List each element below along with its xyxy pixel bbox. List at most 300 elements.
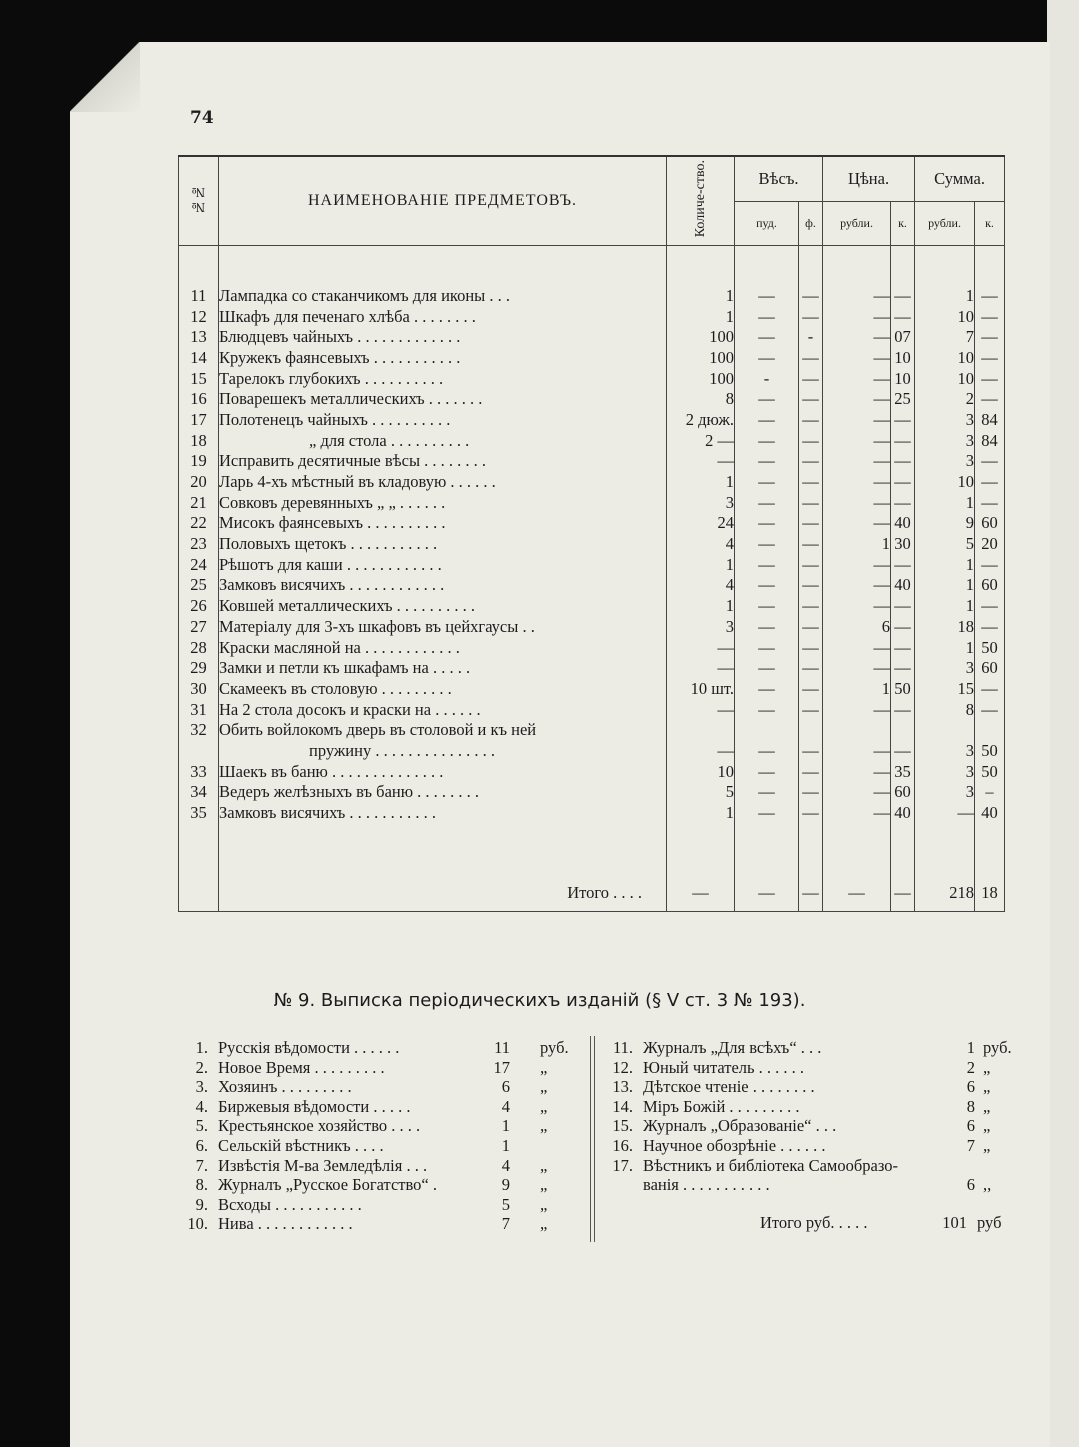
cell-f: — — [799, 699, 823, 720]
cell-pk: — — [891, 637, 915, 658]
item-unit: руб. — [540, 1038, 569, 1057]
cell-name: Скамеекъ въ столовую . . . . . . . . . — [219, 679, 667, 700]
cell-n: 18 — [179, 430, 219, 451]
cell-sr: 10 — [915, 348, 975, 369]
cell-sk: — — [975, 286, 1005, 307]
cell-pr: 1 — [823, 679, 891, 700]
cell-n: 26 — [179, 596, 219, 617]
cell-pr: — — [823, 761, 891, 782]
cell-name: Рѣшотъ для каши . . . . . . . . . . . . — [219, 554, 667, 575]
cell-sk: 84 — [975, 430, 1005, 451]
cell-n: 27 — [179, 617, 219, 638]
item-name: Сельскій вѣстникъ . . . . — [218, 1135, 384, 1155]
cell-pud: — — [735, 575, 799, 596]
header-pud: пуд. — [735, 202, 799, 246]
list-item — [605, 1116, 1005, 1136]
list-item — [180, 1038, 580, 1058]
table-row — [179, 410, 1005, 431]
table-row — [179, 306, 1005, 327]
item-price: 17 — [493, 1057, 510, 1077]
cell-n: 28 — [179, 637, 219, 658]
cell-qty: 1 — [667, 286, 735, 307]
cell-pr: — — [823, 368, 891, 389]
cell-pk: 40 — [891, 803, 915, 824]
cell-f: — — [799, 451, 823, 472]
cell-sk: — — [975, 596, 1005, 617]
cell-f: — — [799, 554, 823, 575]
cell-n: 17 — [179, 410, 219, 431]
cell-name: На 2 стола досокъ и краски на . . . . . . — [219, 699, 667, 720]
cell-f: — — [799, 368, 823, 389]
item-price: 8 — [966, 1096, 975, 1116]
item-name: ванія . . . . . . . . . . . — [643, 1175, 770, 1195]
cell-pk — [891, 720, 915, 741]
cell-name: Половыхъ щетокъ . . . . . . . . . . . — [219, 534, 667, 555]
cell-sk: — — [975, 348, 1005, 369]
cell-sk: — — [975, 451, 1005, 472]
cell-name: Кружекъ фаянсевыхъ . . . . . . . . . . . — [219, 348, 667, 369]
cell-qty: 1 — [667, 803, 735, 824]
cell-pr: — — [823, 286, 891, 307]
cell-name: пружину . . . . . . . . . . . . . . . — [219, 741, 667, 762]
cell-pud: — — [735, 596, 799, 617]
item-name: Научное обозрѣніе . . . . . . — [643, 1135, 826, 1155]
item-price: 1 — [501, 1116, 510, 1136]
cell-sk: — — [975, 617, 1005, 638]
cell-sk: 50 — [975, 761, 1005, 782]
cell-qty: 5 — [667, 782, 735, 803]
cell-sr: 15 — [915, 679, 975, 700]
cell-n: 29 — [179, 658, 219, 679]
header-sum: Сумма. — [915, 156, 1005, 202]
table-row — [179, 286, 1005, 307]
table-row — [179, 761, 1005, 782]
cell-qty: 4 — [667, 534, 735, 555]
cell-name: Матеріалу для 3-хъ шкафовъ въ цейхгаусы . . — [219, 617, 667, 638]
list-item — [180, 1136, 580, 1156]
cell-sr: 3 — [915, 782, 975, 803]
header-weight: Вѣсъ. — [735, 156, 823, 202]
cell-sr — [915, 720, 975, 741]
cell-pr: — — [823, 327, 891, 348]
list-item — [180, 1175, 580, 1195]
cell-pud: — — [735, 679, 799, 700]
cell-pr: 1 — [823, 534, 891, 555]
total-f: — — [799, 875, 823, 912]
cell-name: Обить войлокомъ дверь въ столовой и къ ней — [219, 720, 667, 741]
cell-sk: — — [975, 554, 1005, 575]
item-price: 1 — [966, 1038, 975, 1057]
cell-sr: 1 — [915, 554, 975, 575]
column-divider — [590, 1036, 595, 1242]
cell-sr: 3 — [915, 430, 975, 451]
item-price: 7 — [966, 1135, 975, 1155]
cell-name: Шкафъ для печенаго хлѣба . . . . . . . . — [219, 306, 667, 327]
list-item — [605, 1175, 1005, 1195]
cell-qty: — — [667, 741, 735, 762]
table-row — [179, 327, 1005, 348]
cell-sk — [975, 720, 1005, 741]
item-name: Русскія вѣдомости . . . . . . — [218, 1038, 400, 1057]
item-price: 6 — [966, 1077, 975, 1097]
list-item — [180, 1156, 580, 1176]
cell-n: 14 — [179, 348, 219, 369]
cell-sr: 1 — [915, 596, 975, 617]
cell-sk: 84 — [975, 410, 1005, 431]
cell-sr: 3 — [915, 761, 975, 782]
cell-n: 23 — [179, 534, 219, 555]
periodicals-list-right — [605, 1038, 1012, 1232]
list-item — [605, 1156, 1005, 1176]
cell-sr: 10 — [915, 306, 975, 327]
cell-qty: 24 — [667, 513, 735, 534]
cell-pk: — — [891, 492, 915, 513]
cell-sr: 1 — [915, 492, 975, 513]
header-name: НАИМЕНОВАНІЕ ПРЕДМЕТОВЪ. — [219, 156, 667, 246]
header-sum-rub: рубли. — [915, 202, 975, 246]
table-row — [179, 679, 1005, 700]
cell-f: — — [799, 389, 823, 410]
list-item — [605, 1058, 1005, 1078]
cell-pk: — — [891, 699, 915, 720]
total-value: 101 — [942, 1212, 967, 1232]
item-number: 11. — [612, 1038, 633, 1057]
table-row — [179, 617, 1005, 638]
item-number: 2. — [195, 1057, 208, 1077]
cell-f: — — [799, 472, 823, 493]
cell-pud: — — [735, 534, 799, 555]
cell-qty: 3 — [667, 492, 735, 513]
cell-pk: 60 — [891, 782, 915, 803]
cell-qty: 2 дюж. — [667, 410, 735, 431]
cell-qty: 8 — [667, 389, 735, 410]
cell-n: 31 — [179, 699, 219, 720]
cell-qty: 1 — [667, 472, 735, 493]
item-name: Извѣстія М-ва Земледѣлія . . . — [218, 1155, 428, 1175]
item-unit: „ — [540, 1057, 548, 1077]
table-row — [179, 720, 1005, 741]
table-row — [179, 554, 1005, 575]
cell-pk: 25 — [891, 389, 915, 410]
cell-name: Шаекъ въ баню . . . . . . . . . . . . . . — [219, 761, 667, 782]
cell-pr: — — [823, 741, 891, 762]
cell-pud: — — [735, 637, 799, 658]
cell-pr: — — [823, 513, 891, 534]
list-item — [180, 1077, 580, 1097]
cell-f: — — [799, 306, 823, 327]
list-item — [605, 1038, 1012, 1058]
cell-sk: 40 — [975, 803, 1005, 824]
cell-f: — — [799, 286, 823, 307]
cell-pr — [823, 720, 891, 741]
cell-pk: — — [891, 617, 915, 638]
item-name: Юный читатель . . . . . . — [643, 1057, 805, 1077]
cell-name: Ведеръ желѣзныхъ въ баню . . . . . . . . — [219, 782, 667, 803]
cell-sr: 5 — [915, 534, 975, 555]
cell-sr: 3 — [915, 658, 975, 679]
header-quantity: Количе-ство. — [667, 156, 735, 246]
item-unit: „ — [983, 1096, 991, 1116]
cell-sk: 60 — [975, 513, 1005, 534]
cell-pr: — — [823, 430, 891, 451]
cell-sr: 3 — [915, 451, 975, 472]
cell-pr: — — [823, 472, 891, 493]
cell-pk: 10 — [891, 348, 915, 369]
total-pr: — — [823, 875, 891, 912]
table-row — [179, 534, 1005, 555]
cell-pud: — — [735, 492, 799, 513]
header-price: Цѣна. — [823, 156, 915, 202]
table-row — [179, 741, 1005, 762]
cell-pk: 40 — [891, 513, 915, 534]
item-number: 10. — [187, 1214, 208, 1234]
cell-f: — — [799, 348, 823, 369]
cell-sk: – — [975, 782, 1005, 803]
list-item — [605, 1097, 1005, 1117]
cell-pk: — — [891, 658, 915, 679]
cell-f: — — [799, 596, 823, 617]
cell-sk: — — [975, 492, 1005, 513]
cell-pk: 10 — [891, 368, 915, 389]
item-number: 5. — [195, 1116, 208, 1136]
cell-name: Блюдцевъ чайныхъ . . . . . . . . . . . . . — [219, 327, 667, 348]
cell-pud: — — [735, 803, 799, 824]
periodicals-list-left — [180, 1038, 580, 1234]
cell-n: 34 — [179, 782, 219, 803]
total-blank — [179, 875, 219, 912]
item-price: 11 — [494, 1038, 510, 1057]
cell-sr: 2 — [915, 389, 975, 410]
cell-name: Замковъ висячихъ . . . . . . . . . . . . — [219, 575, 667, 596]
cell-qty: 100 — [667, 327, 735, 348]
item-number: 7. — [195, 1155, 208, 1175]
table-row — [179, 699, 1005, 720]
cell-f: — — [799, 637, 823, 658]
list-item — [180, 1195, 580, 1215]
cell-name: Ковшей металлическихъ . . . . . . . . . . — [219, 596, 667, 617]
cell-sr: 10 — [915, 368, 975, 389]
total-qty: — — [667, 875, 735, 912]
cell-pr: — — [823, 451, 891, 472]
item-unit: „ — [540, 1214, 548, 1234]
cell-qty: 4 — [667, 575, 735, 596]
cell-pud: — — [735, 348, 799, 369]
table-row — [179, 658, 1005, 679]
total-unit: руб — [977, 1212, 1002, 1232]
table-row — [179, 368, 1005, 389]
item-name: Дѣтское чтеніе . . . . . . . . — [643, 1077, 815, 1097]
cell-name: Совковъ деревянныхъ „ „ . . . . . . — [219, 492, 667, 513]
total-sr: 218 — [915, 875, 975, 912]
item-name: Міръ Божій . . . . . . . . . — [643, 1096, 800, 1116]
item-number: 9. — [195, 1194, 208, 1214]
cell-pr: — — [823, 554, 891, 575]
cell-f: — — [799, 534, 823, 555]
cell-pr: — — [823, 348, 891, 369]
next-page-edge — [1047, 0, 1079, 1447]
cell-pud: — — [735, 782, 799, 803]
cell-f: — — [799, 617, 823, 638]
cell-qty: — — [667, 451, 735, 472]
cell-name: Тарелокъ глубокихъ . . . . . . . . . . — [219, 368, 667, 389]
cell-f: — — [799, 410, 823, 431]
cell-name: „ для стола . . . . . . . . . . — [219, 430, 667, 451]
item-name: Новое Время . . . . . . . . . — [218, 1057, 385, 1077]
cell-sk: — — [975, 389, 1005, 410]
table-row — [179, 389, 1005, 410]
item-number: 12. — [612, 1057, 633, 1077]
header-funt: ф. — [799, 202, 823, 246]
item-price: 5 — [501, 1194, 510, 1214]
cell-sr: 7 — [915, 327, 975, 348]
item-number: 16. — [612, 1135, 633, 1155]
item-price: 4 — [501, 1096, 510, 1116]
table-row — [179, 348, 1005, 369]
cell-n: 13 — [179, 327, 219, 348]
cell-pr: 6 — [823, 617, 891, 638]
item-unit: „ — [983, 1116, 991, 1136]
cell-pud: — — [735, 451, 799, 472]
cell-pud — [735, 720, 799, 741]
table-row — [179, 596, 1005, 617]
item-unit: „ — [540, 1155, 548, 1175]
table-row — [179, 472, 1005, 493]
header-sum-kop: к. — [975, 202, 1005, 246]
cell-sr: — — [915, 803, 975, 824]
item-name: Журналъ „Образованіе“ . . . — [643, 1116, 837, 1136]
cell-qty: 100 — [667, 368, 735, 389]
cell-n: 11 — [179, 286, 219, 307]
cell-f: — — [799, 782, 823, 803]
cell-f: — — [799, 741, 823, 762]
section-title: № 9. Выписка періодическихъ изданій (§ V ст. 3 № 193). — [273, 990, 806, 1011]
list-total — [605, 1213, 1005, 1233]
cell-n: 25 — [179, 575, 219, 596]
cell-pk: 40 — [891, 575, 915, 596]
cell-pud: - — [735, 368, 799, 389]
cell-sr: 18 — [915, 617, 975, 638]
item-unit: ,, — [983, 1175, 992, 1195]
item-unit: „ — [983, 1135, 991, 1155]
cell-n: 30 — [179, 679, 219, 700]
cell-f — [799, 720, 823, 741]
item-number: 14. — [612, 1096, 633, 1116]
cell-n: 33 — [179, 761, 219, 782]
item-number: 8. — [195, 1175, 208, 1195]
list-item — [605, 1136, 1005, 1156]
cell-qty: 10 шт. — [667, 679, 735, 700]
table-row — [179, 513, 1005, 534]
cell-qty: — — [667, 699, 735, 720]
cell-pk: — — [891, 554, 915, 575]
item-number: 1. — [195, 1038, 208, 1057]
item-unit: „ — [983, 1077, 991, 1097]
cell-n: 19 — [179, 451, 219, 472]
cell-pr: — — [823, 803, 891, 824]
cell-pk: 07 — [891, 327, 915, 348]
item-price: 7 — [501, 1214, 510, 1234]
list-item — [180, 1058, 580, 1078]
cell-f: - — [799, 327, 823, 348]
item-number: 13. — [612, 1077, 633, 1097]
cell-pk: — — [891, 596, 915, 617]
cell-name: Краски масляной на . . . . . . . . . . . . — [219, 637, 667, 658]
cell-sr: 3 — [915, 741, 975, 762]
list-item — [605, 1077, 1005, 1097]
cell-sk: — — [975, 699, 1005, 720]
cell-pud: — — [735, 699, 799, 720]
cell-name: Поварешекъ металлическихъ . . . . . . . — [219, 389, 667, 410]
table-row — [179, 451, 1005, 472]
cell-n: 20 — [179, 472, 219, 493]
item-unit: руб. — [983, 1038, 1012, 1057]
cell-name: Ларь 4-хъ мѣстный въ кладовую . . . . . . — [219, 472, 667, 493]
cell-pud: — — [735, 658, 799, 679]
item-price: 6 — [966, 1116, 975, 1136]
item-unit: „ — [540, 1194, 548, 1214]
cell-f: — — [799, 803, 823, 824]
cell-sr: 3 — [915, 410, 975, 431]
cell-pud: — — [735, 513, 799, 534]
item-price: 9 — [501, 1175, 510, 1195]
cell-sr: 9 — [915, 513, 975, 534]
cell-qty: 1 — [667, 596, 735, 617]
cell-sk: — — [975, 472, 1005, 493]
cell-pud: — — [735, 741, 799, 762]
cell-qty: 100 — [667, 348, 735, 369]
item-name: Биржевыя вѣдомости . . . . . — [218, 1096, 411, 1116]
table-row — [179, 782, 1005, 803]
cell-pk: — — [891, 430, 915, 451]
cell-n: 24 — [179, 554, 219, 575]
cell-pud: — — [735, 306, 799, 327]
cell-name: Мисокъ фаянсевыхъ . . . . . . . . . . — [219, 513, 667, 534]
cell-sr: 8 — [915, 699, 975, 720]
table-row — [179, 575, 1005, 596]
item-unit: „ — [540, 1175, 548, 1195]
item-unit: „ — [540, 1077, 548, 1097]
cell-qty: — — [667, 637, 735, 658]
cell-pr: — — [823, 596, 891, 617]
item-price: 2 — [966, 1057, 975, 1077]
cell-sr: 1 — [915, 637, 975, 658]
total-label: Итого . . . . — [219, 875, 667, 912]
cell-pk: — — [891, 286, 915, 307]
cell-pk: — — [891, 472, 915, 493]
cell-n: 15 — [179, 368, 219, 389]
table-spacer — [179, 246, 1005, 286]
total-pk: — — [891, 875, 915, 912]
cell-pr: — — [823, 492, 891, 513]
item-number: 6. — [195, 1135, 208, 1155]
cell-sk: — — [975, 327, 1005, 348]
header-number: №№ — [179, 156, 219, 246]
cell-pud: — — [735, 286, 799, 307]
cell-pud: — — [735, 430, 799, 451]
item-name: Нива . . . . . . . . . . . . — [218, 1214, 353, 1234]
item-unit: „ — [540, 1116, 548, 1136]
item-name: Вѣстникъ и библіотека Самообразо- — [643, 1155, 899, 1175]
cell-pk: — — [891, 410, 915, 431]
cell-f: — — [799, 492, 823, 513]
item-number: 17. — [612, 1155, 633, 1175]
cell-pud: — — [735, 761, 799, 782]
cell-sk: — — [975, 679, 1005, 700]
cell-pk: — — [891, 451, 915, 472]
cell-sr: 10 — [915, 472, 975, 493]
item-price: 6 — [501, 1077, 510, 1097]
cell-qty: 10 — [667, 761, 735, 782]
